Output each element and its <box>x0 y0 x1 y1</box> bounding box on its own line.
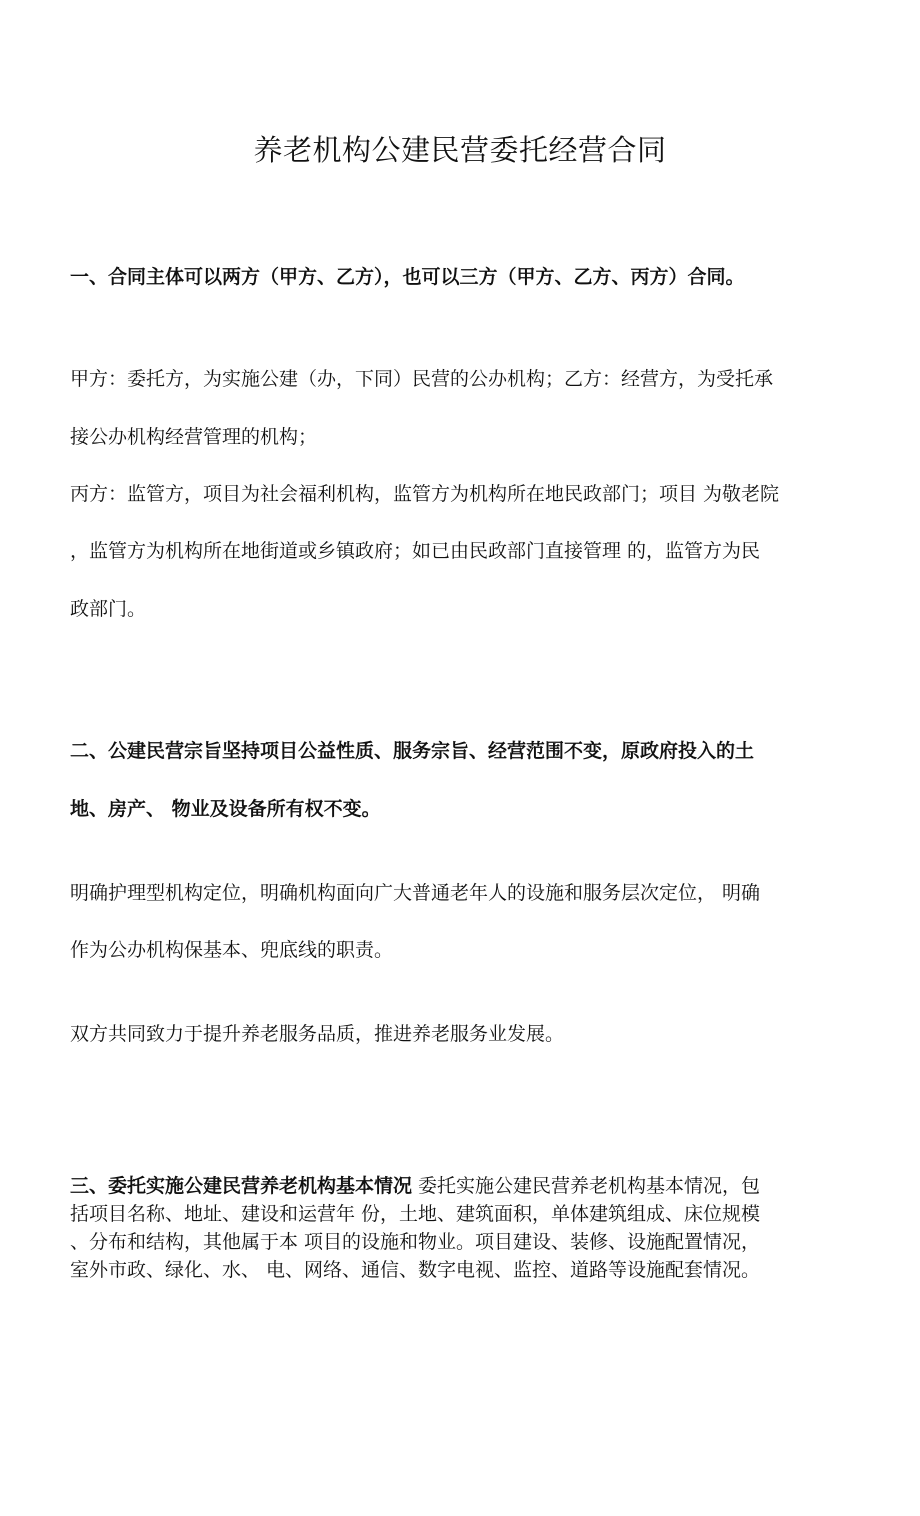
section3-first-line <box>70 1171 760 1198</box>
section2-line-2: 作为公办机构保基本、兜底线的职责。 <box>70 939 394 961</box>
section3-heading-tail: 委托实施公建民营养老机构基本情况，包 <box>412 1175 761 1197</box>
section1-line-5: 政部门。 <box>70 598 147 620</box>
section2-heading-line-2: 地、房产、 物业及设备所有权不变。 <box>70 798 381 820</box>
section3-line-2: 、分布和结构，其他属于本 项目的设施和物业。项目建设、装修、设施配置情况， <box>70 1231 761 1253</box>
section2-line-1: 明确护理型机构定位，明确机构面向广大普通老年人的设施和服务层次定位， 明确 <box>70 882 761 904</box>
section1-line-2: 接公办机构经营管理的机构； <box>70 426 318 448</box>
section1-line-3: 丙方：监管方，项目为社会福利机构，监管方为机构所在地民政部门；项目 为敬老院 <box>70 483 780 505</box>
section1-heading: 一、合同主体可以两方（甲方、乙方），也可以三方（甲方、乙方、丙方）合同。 <box>70 266 745 288</box>
section3-line-1: 括项目名称、地址、建设和运营年 份，土地、建筑面积，单体建筑组成、床位规模 <box>70 1203 761 1225</box>
section1-line-4: ，监管方为机构所在地街道或乡镇政府；如已由民政部门直接管理 的，监管方为民 <box>70 540 761 562</box>
section3-line-3: 室外市政、绿化、水、 电、网络、通信、数字电视、监控、道路等设施配套情况。 <box>70 1259 761 1281</box>
section3-heading: 三、委托实施公建民营养老机构基本情况 <box>70 1175 413 1197</box>
section1-line-1: 甲方：委托方，为实施公建（办，下同）民营的公办机构；乙方：经营方，为受托承 <box>70 368 774 390</box>
section2-line-3: 双方共同致力于提升养老服务品质，推进养老服务业发展。 <box>70 1023 565 1045</box>
section2-heading-line-1: 二、公建民营宗旨坚持项目公益性质、服务宗旨、经营范围不变，原政府投入的土 <box>70 740 755 762</box>
document-title: 养老机构公建民营委托经营合同 <box>253 133 667 167</box>
